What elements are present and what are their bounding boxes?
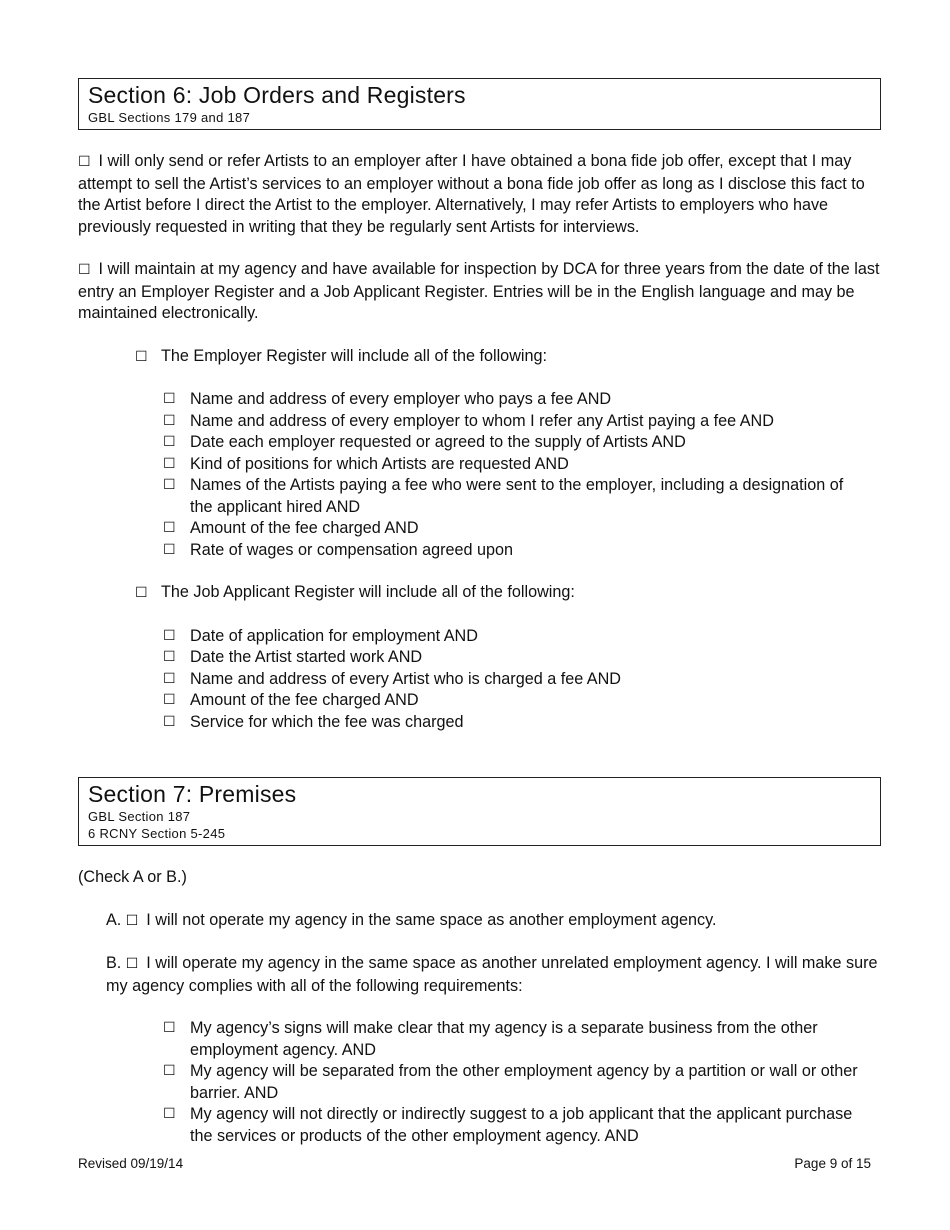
list-item: ☐ My agency’s signs will make clear that my agency is a separate business from the other employment agency. AND: [163, 1019, 818, 1059]
checkbox[interactable]: ☐: [135, 348, 148, 365]
section-6-header: [78, 78, 881, 130]
option-b-text: I will operate my agency in the same space as another unrelated employment agency. I will make sure my agency complies with all of the following requirements:: [106, 954, 878, 995]
section-7-title: Section 7: Premises: [88, 781, 297, 807]
option-a: [106, 910, 881, 933]
checkbox[interactable]: ☐: [78, 154, 91, 170]
checkbox[interactable]: ☐: [78, 262, 91, 278]
option-b-letter: B.: [106, 954, 122, 972]
checkbox[interactable]: ☐: [163, 1106, 176, 1122]
paragraph-1-text: I will only send or refer Artists to an employer after I have obtained a bona fide job offer, except that I may attempt to sell the Artist’s services to an employer without a bona fide job offer as long as I disclose this fact to the Artist before I direct the Artist to the employer. Alternatively, I may refer Artists to employers who have previously requested in writing that they be regularly sent Artists for interviews.: [78, 152, 865, 236]
employer-register-label: The Employer Register will include all of the following:: [161, 346, 547, 365]
employer-register-heading: [135, 346, 881, 369]
checkbox[interactable]: ☐: [163, 391, 176, 407]
list-item: ☐ Date each employer requested or agreed to the supply of Artists AND: [163, 432, 863, 454]
list-item: ☐ Date the Artist started work AND: [163, 647, 863, 669]
page-number: Page 9 of 15: [794, 1156, 871, 1171]
list-item: ☐ My agency will be separated from the other employment agency by a partition or wall or other barrier. AND: [163, 1062, 858, 1102]
checkbox[interactable]: ☐: [163, 627, 176, 644]
employer-register-list: [163, 389, 863, 561]
checkbox[interactable]: ☐: [163, 520, 176, 536]
applicant-register-list: [163, 626, 863, 734]
applicant-register-heading: [135, 582, 881, 605]
list-item: ☐ Amount of the fee charged AND: [163, 690, 863, 712]
checkbox[interactable]: ☐: [163, 692, 176, 708]
premises-requirements-list: [163, 1018, 863, 1147]
section-7-reference-2: 6 RCNY Section 5-245: [88, 826, 226, 841]
page: [78, 78, 881, 1147]
list-item: ☐ Service for which the fee was charged: [163, 712, 863, 734]
checkbox[interactable]: ☐: [163, 1063, 176, 1079]
section-6-title: Section 6: Job Orders and Registers: [88, 82, 466, 108]
checkbox[interactable]: ☐: [163, 649, 176, 665]
list-item: ☐ Names of the Artists paying a fee who were sent to the employer, including a designation of the applicant hired AND: [163, 476, 844, 516]
checkbox[interactable]: ☐: [163, 713, 176, 730]
checkbox[interactable]: ☐: [163, 412, 176, 429]
applicant-register-label: The Job Applicant Register will include all of the following:: [161, 583, 575, 601]
option-a-letter: A.: [106, 910, 122, 929]
revised-date: Revised 09/19/14: [78, 1156, 184, 1171]
list-item: ☐ My agency will not directly or indirectly suggest to a job applicant that the applicant purchase the services or products of the other employment agency. AND: [163, 1105, 853, 1145]
paragraph-2-text: I will maintain at my agency and have available for inspection by DCA for three years from the date of the last entry an Employer Register and a Job Applicant Register. Entries will be in the English language and may be maintained electronically.: [78, 260, 880, 322]
checkbox[interactable]: ☐: [163, 477, 176, 493]
checkbox[interactable]: ☐: [125, 912, 139, 929]
list-item: ☐ Name and address of every employer to whom I refer any Artist paying a fee AND: [163, 411, 863, 433]
section-6-paragraph-1: [78, 151, 881, 238]
section-6-reference: GBL Sections 179 and 187: [88, 110, 251, 125]
list-item: ☐ Kind of positions for which Artists are requested AND: [163, 454, 863, 476]
page-footer: [78, 1155, 871, 1173]
section-7-header: [78, 777, 881, 846]
list-item: ☐ Rate of wages or compensation agreed upon: [163, 540, 863, 562]
checkbox[interactable]: ☐: [163, 670, 176, 687]
list-item: ☐ Name and address of every Artist who is charged a fee AND: [163, 669, 863, 691]
checkbox[interactable]: ☐: [163, 1020, 176, 1036]
checkbox[interactable]: ☐: [135, 585, 148, 601]
checkbox[interactable]: ☐: [163, 541, 176, 558]
section-6-paragraph-2: [78, 259, 881, 325]
option-a-text: I will not operate my agency in the same space as another employment agency.: [146, 910, 717, 929]
check-instruction: (Check A or B.): [78, 868, 187, 886]
list-item: ☐ Name and address of every employer who pays a fee AND: [163, 389, 863, 411]
checkbox[interactable]: ☐: [125, 956, 139, 972]
checkbox[interactable]: ☐: [163, 455, 176, 472]
option-b: [106, 953, 881, 997]
list-item: ☐ Date of application for employment AND: [163, 626, 863, 648]
list-item: ☐ Amount of the fee charged AND: [163, 518, 863, 540]
checkbox[interactable]: ☐: [163, 434, 176, 450]
section-7-reference-1: GBL Section 187: [88, 809, 191, 824]
